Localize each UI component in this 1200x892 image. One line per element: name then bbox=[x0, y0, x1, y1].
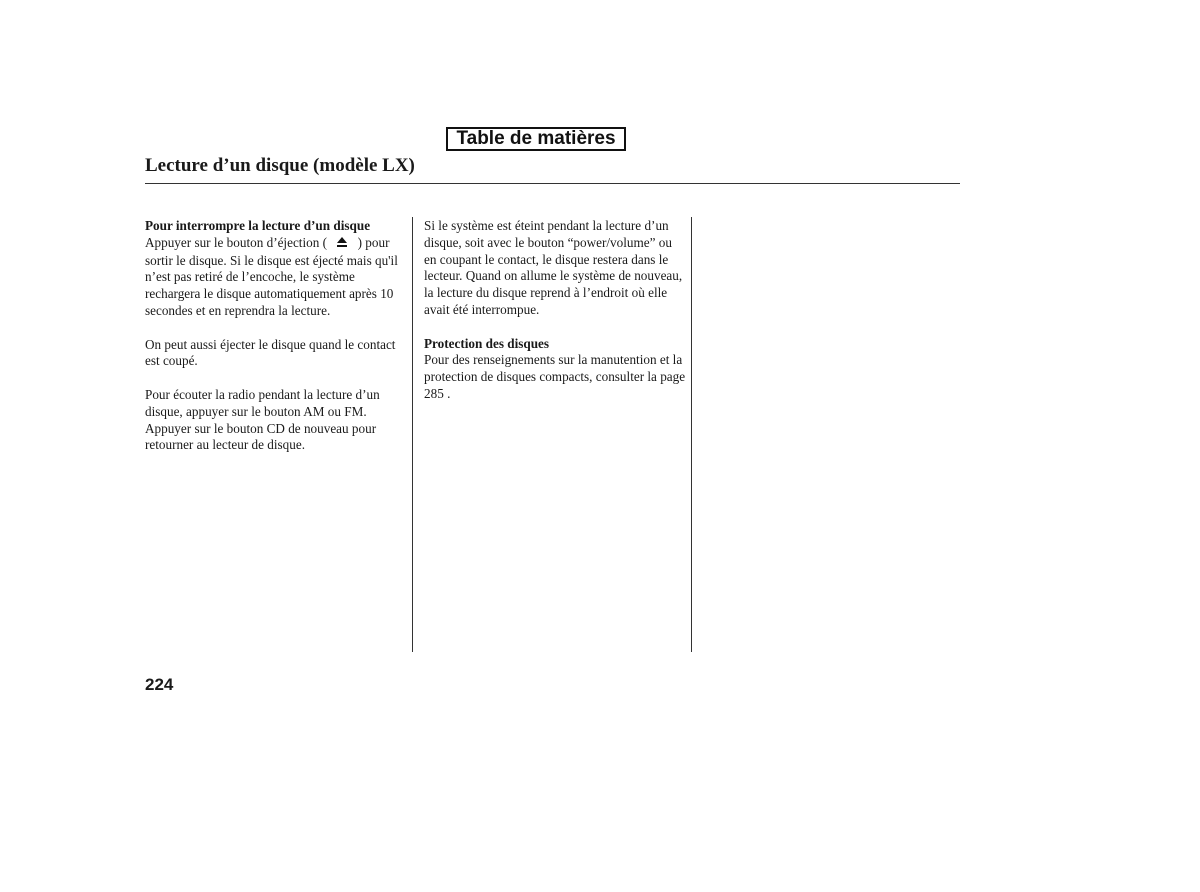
right-column bbox=[424, 218, 686, 420]
eject-section bbox=[145, 218, 407, 320]
eject-section-heading: Pour interrompre la lecture d’un disque bbox=[145, 218, 371, 233]
disc-protection-text: Pour des renseignements sur la manutention et la protection de disques compacts, consulter la page 285 . bbox=[424, 352, 686, 401]
left-column bbox=[145, 218, 407, 471]
page-number: 224 bbox=[145, 675, 174, 694]
paragraph-system-off: Si le système est éteint pendant la lecture d’un disque, soit avec le bouton “power/volume” ou en coupant le contact, le disque restera dans le lecteur. Quand on allume le système de nouveau, la lecture du disque reprend à l’endroit où elle avait été interrompue. bbox=[424, 218, 683, 317]
disc-protection-heading: Protection des disques bbox=[424, 335, 550, 351]
eject-text-before-icon: Appuyer sur le bouton d’éjection ( bbox=[145, 234, 328, 250]
paragraph-radio-during-disc: Pour écouter la radio pendant la lecture d’un disque, appuyer sur le bouton AM ou FM. Appuyer sur le bouton CD de nouveau pour retourner au lecteur de disque. bbox=[145, 386, 380, 453]
page-title: Lecture d’un disque (modèle LX) bbox=[145, 155, 415, 176]
title-divider bbox=[145, 183, 960, 184]
eject-icon bbox=[332, 236, 352, 253]
table-of-contents-button[interactable]: Table de matières bbox=[446, 127, 626, 151]
paragraph-eject-ignition-off: On peut aussi éjecter le disque quand le contact est coupé. bbox=[145, 336, 396, 369]
eject-text-after-icon: ) pour sortir le disque. Si le disque est éjecté mais qu'il n’est pas retiré de l’encoche, le système rechargera le disque automatiquement après 10 secondes et en reprendra la lecture. bbox=[145, 234, 398, 318]
column-divider-right bbox=[691, 217, 692, 652]
column-divider-left bbox=[412, 217, 413, 652]
disc-protection-section bbox=[424, 336, 686, 403]
